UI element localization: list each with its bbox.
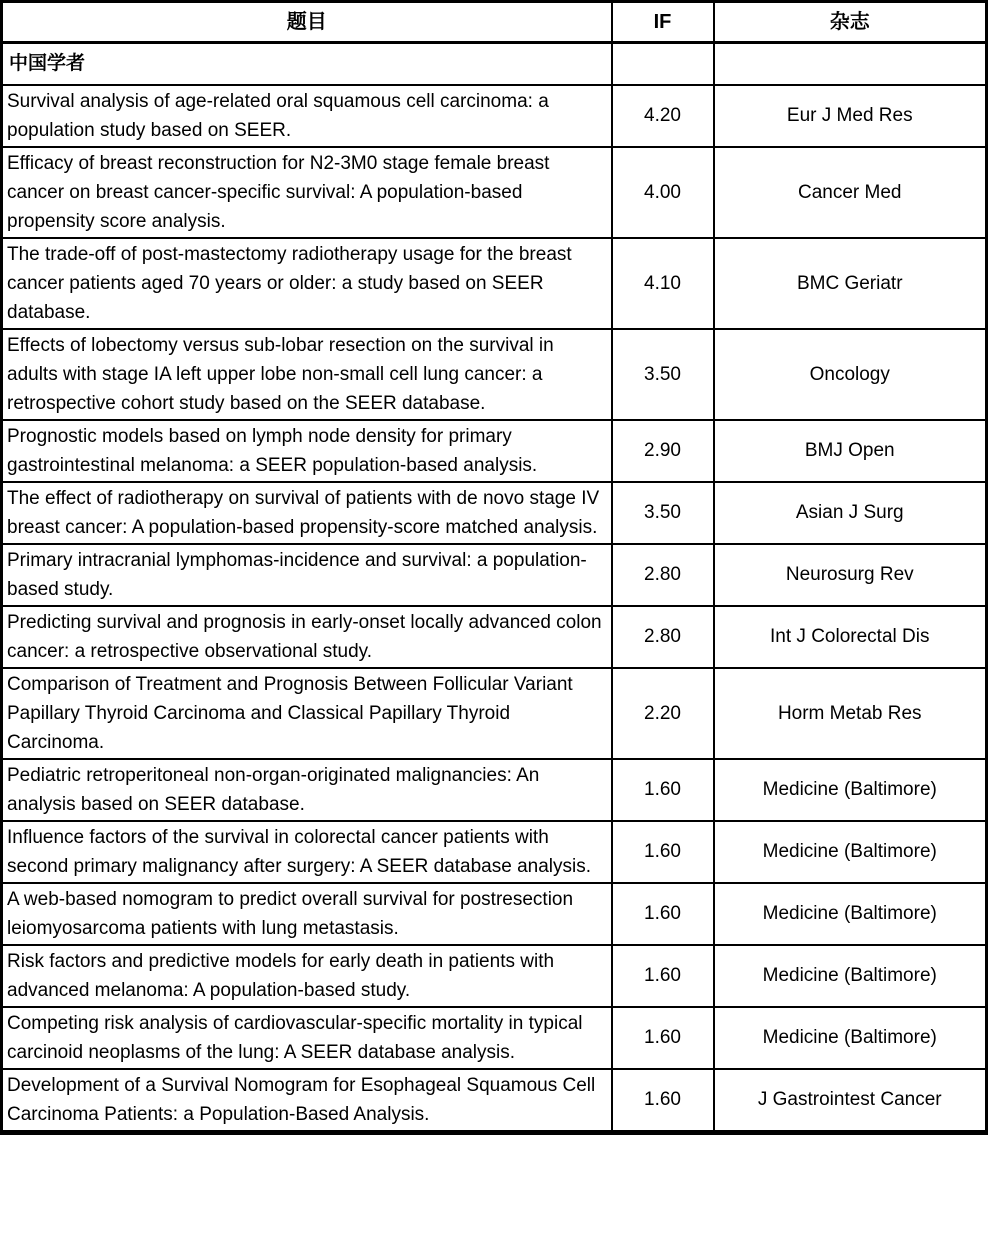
table-row	[2, 821, 987, 883]
journal-cell: Eur J Med Res	[714, 85, 987, 147]
paper-title-cell: Predicting survival and prognosis in early-onset locally advanced colon cancer: a retrospective observational study.	[2, 606, 612, 668]
table-row	[2, 85, 987, 147]
column-header-impact-factor: IF	[612, 2, 714, 43]
journal-cell: Medicine (Baltimore)	[714, 821, 987, 883]
journal-cell: Int J Colorectal Dis	[714, 606, 987, 668]
column-header-title: 题目	[2, 2, 612, 43]
paper-title-cell: Efficacy of breast reconstruction for N2-3M0 stage female breast cancer on breast cancer-specific survival: A population-based propensity score analysis.	[2, 147, 612, 238]
paper-title-cell: Competing risk analysis of cardiovascular-specific mortality in typical carcinoid neoplasms of the lung: A SEER database analysis.	[2, 1007, 612, 1069]
impact-factor-cell: 4.00	[612, 147, 714, 238]
journal-cell: Neurosurg Rev	[714, 544, 987, 606]
table-row	[2, 606, 987, 668]
table-row	[2, 1007, 987, 1069]
paper-title-cell: Pediatric retroperitoneal non-organ-originated malignancies: An analysis based on SEER database.	[2, 759, 612, 821]
impact-factor-cell: 1.60	[612, 821, 714, 883]
impact-factor-cell: 3.50	[612, 482, 714, 544]
paper-title-cell: A web-based nomogram to predict overall survival for postresection leiomyosarcoma patients with lung metastasis.	[2, 883, 612, 945]
table-row	[2, 883, 987, 945]
table-row	[2, 945, 987, 1007]
impact-factor-cell: 1.60	[612, 945, 714, 1007]
impact-factor-cell: 4.20	[612, 85, 714, 147]
journal-cell: Medicine (Baltimore)	[714, 883, 987, 945]
journal-cell: BMJ Open	[714, 420, 987, 482]
impact-factor-cell: 2.80	[612, 606, 714, 668]
section-if-cell-empty	[612, 43, 714, 85]
table-row	[2, 759, 987, 821]
paper-title-cell: Comparison of Treatment and Prognosis Between Follicular Variant Papillary Thyroid Carcinoma and Classical Papillary Thyroid Carcinoma.	[2, 668, 612, 759]
table-row	[2, 668, 987, 759]
paper-title-cell: Influence factors of the survival in colorectal cancer patients with second primary malignancy after surgery: A SEER database analysis.	[2, 821, 612, 883]
impact-factor-cell: 2.90	[612, 420, 714, 482]
impact-factor-cell: 1.60	[612, 883, 714, 945]
impact-factor-cell: 2.20	[612, 668, 714, 759]
journal-cell: Horm Metab Res	[714, 668, 987, 759]
table-row	[2, 147, 987, 238]
paper-title-cell: The effect of radiotherapy on survival of patients with de novo stage IV breast cancer: A population-based propensity-score matched analysis.	[2, 482, 612, 544]
section-journal-cell-empty	[714, 43, 987, 85]
section-label: 中国学者	[2, 43, 612, 85]
journal-cell: Medicine (Baltimore)	[714, 945, 987, 1007]
impact-factor-cell: 3.50	[612, 329, 714, 420]
impact-factor-cell: 1.60	[612, 1007, 714, 1069]
impact-factor-cell: 1.60	[612, 759, 714, 821]
table-row	[2, 329, 987, 420]
table-row	[2, 1069, 987, 1133]
impact-factor-cell: 2.80	[612, 544, 714, 606]
table-row	[2, 238, 987, 329]
section-row	[2, 43, 987, 85]
journal-cell: Cancer Med	[714, 147, 987, 238]
paper-title-cell: Risk factors and predictive models for early death in patients with advanced melanoma: A population-based study.	[2, 945, 612, 1007]
journal-cell: Medicine (Baltimore)	[714, 759, 987, 821]
table-row	[2, 420, 987, 482]
paper-title-cell: The trade-off of post-mastectomy radiotherapy usage for the breast cancer patients aged 70 years or older: a study based on SEER database.	[2, 238, 612, 329]
table-row	[2, 544, 987, 606]
journal-cell: Oncology	[714, 329, 987, 420]
journal-cell: BMC Geriatr	[714, 238, 987, 329]
impact-factor-cell: 1.60	[612, 1069, 714, 1133]
impact-factor-cell: 4.10	[612, 238, 714, 329]
journal-cell: Medicine (Baltimore)	[714, 1007, 987, 1069]
paper-title-cell: Effects of lobectomy versus sub-lobar resection on the survival in adults with stage IA left upper lobe non-small cell lung cancer: a retrospective cohort study based on the SEER database.	[2, 329, 612, 420]
paper-title-cell: Prognostic models based on lymph node density for primary gastrointestinal melanoma: a SEER population-based analysis.	[2, 420, 612, 482]
paper-title-cell: Survival analysis of age-related oral squamous cell carcinoma: a population study based on SEER.	[2, 85, 612, 147]
table-row	[2, 482, 987, 544]
column-header-journal: 杂志	[714, 2, 987, 43]
paper-title-cell: Development of a Survival Nomogram for Esophageal Squamous Cell Carcinoma Patients: a Population-Based Analysis.	[2, 1069, 612, 1133]
journal-cell: Asian J Surg	[714, 482, 987, 544]
journal-cell: J Gastrointest Cancer	[714, 1069, 987, 1133]
table-header-row	[2, 2, 987, 43]
paper-title-cell: Primary intracranial lymphomas-incidence and survival: a population-based study.	[2, 544, 612, 606]
